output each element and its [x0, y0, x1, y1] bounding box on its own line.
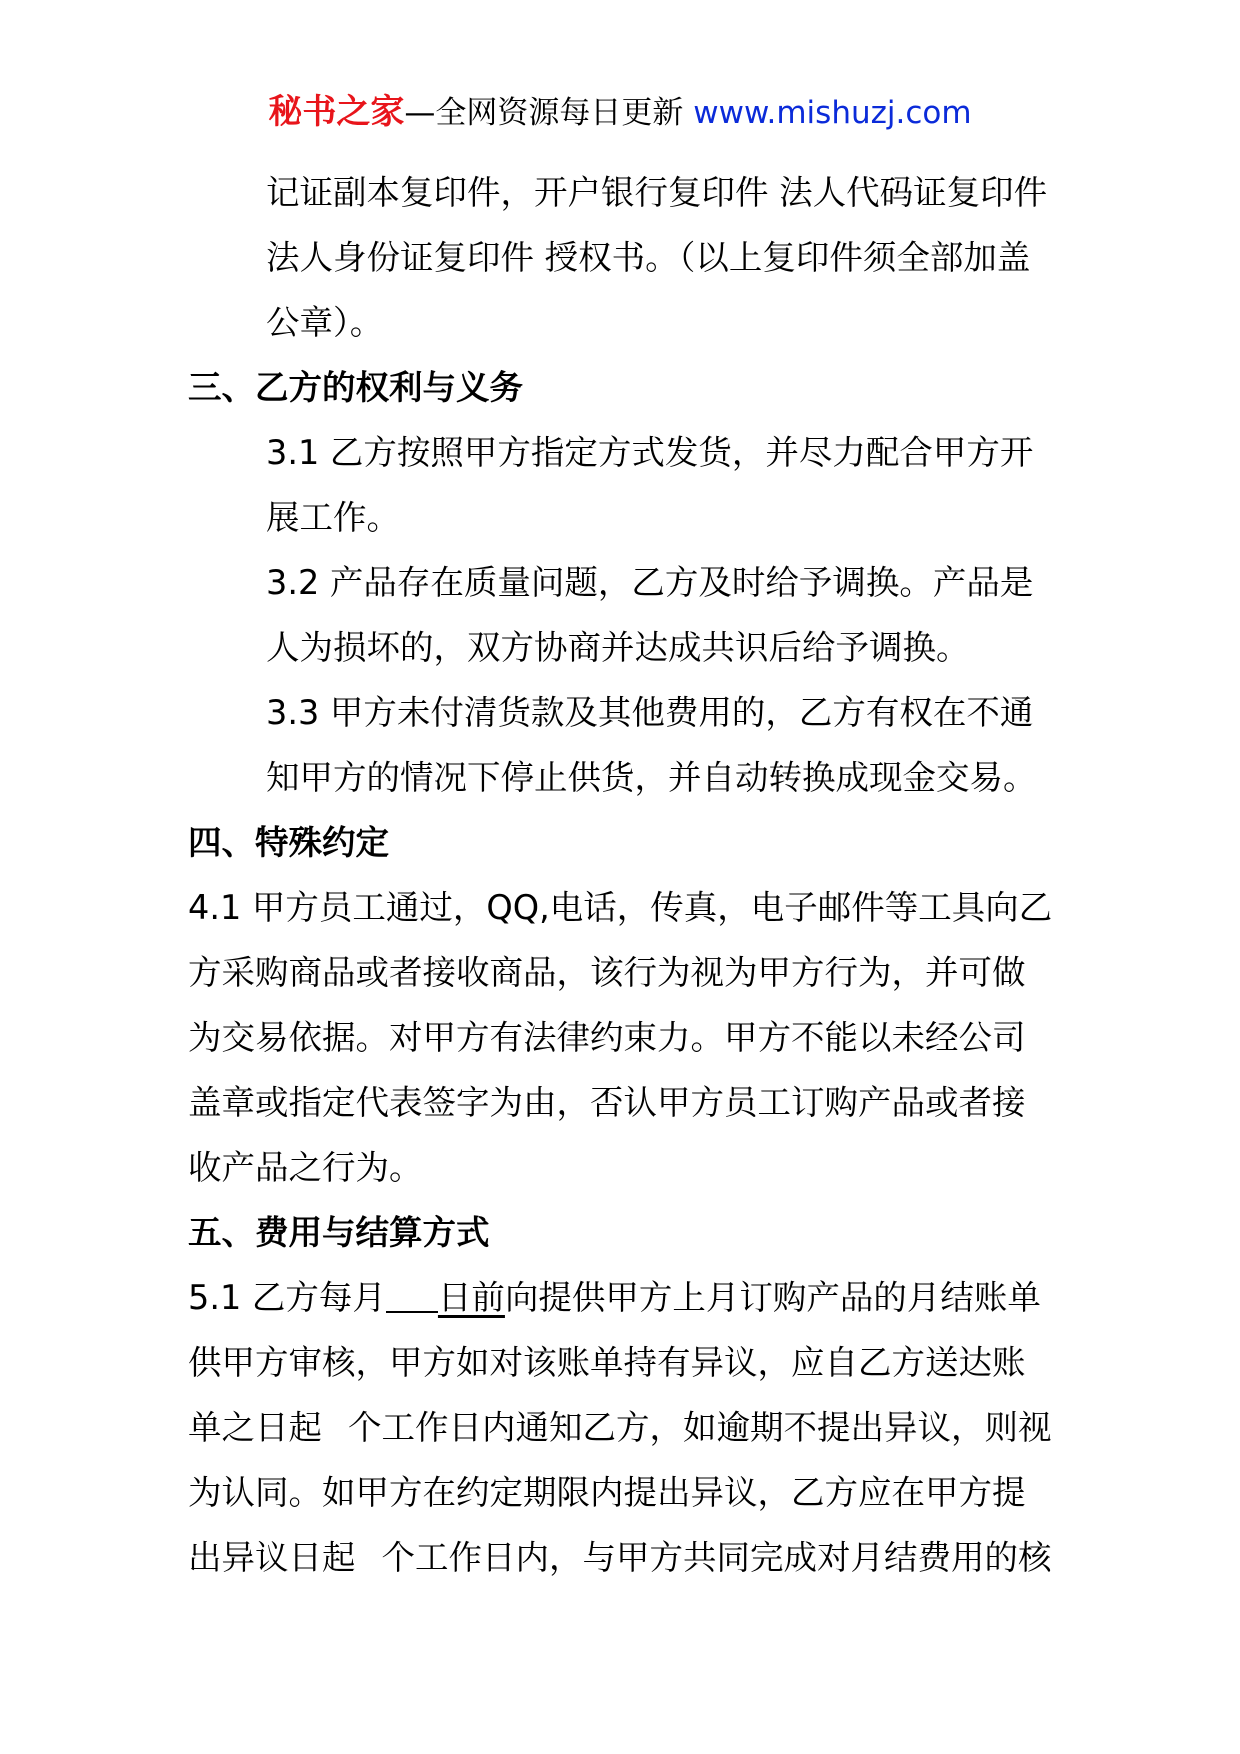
clause-5-1-text: 出异议日起	[188, 1538, 356, 1577]
section-4-heading: 四、特殊约定	[188, 823, 389, 862]
clause-5-1-text: 单之日起	[188, 1408, 322, 1447]
clause-3-2-line: 人为损坏的，双方协商并达成共识后给予调换。	[266, 628, 970, 667]
clause-5-1-line	[188, 1525, 1058, 1590]
document-body	[188, 160, 1058, 1590]
clause-3-1-line: 3.1 乙方按照甲方指定方式发货，并尽力配合甲方开	[266, 433, 1034, 472]
clause-5-1-suffix: 向提供甲方上月订购产品的月结账单	[504, 1278, 1041, 1317]
clause-3-2-line: 3.2 产品存在质量问题，乙方及时给予调换。产品是	[266, 563, 1034, 602]
brand-name: 秘书之家	[268, 92, 405, 132]
clause-5-1-line	[188, 1265, 1058, 1330]
clause-5-1-underlined: 日前	[437, 1278, 505, 1317]
section-5-heading: 五、费用与结算方式	[188, 1213, 490, 1252]
header-slogan: —全网资源每日更新	[404, 95, 694, 131]
clause-5-1-line: 为认同。如甲方在约定期限内提出异议，乙方应在甲方提	[188, 1473, 1026, 1512]
clause-5-1-text: 个工作日内通知乙方，如逾期不提出异议，则视	[348, 1408, 1052, 1447]
clause-5-1-prefix: 5.1 乙方每月	[188, 1278, 386, 1317]
page-header	[0, 92, 1240, 133]
clause-4-1-line: 收产品之行为。	[188, 1148, 423, 1187]
clause-5-1-line: 供甲方审核，甲方如对该账单持有异议，应自乙方送达账	[188, 1343, 1026, 1382]
clause-3-3-line: 3.3 甲方未付清货款及其他费用的，乙方有权在不通	[266, 693, 1034, 732]
continuation-line: 公章）。	[266, 303, 384, 342]
continuation-line: 法人身份证复印件 授权书。（以上复印件须全部加盖	[266, 238, 1031, 277]
clause-4-1-line: 4.1 甲方员工通过，QQ,电话，传真，电子邮件等工具向乙	[188, 888, 1053, 927]
clause-4-1-line: 盖章或指定代表签字为由，否认甲方员工订购产品或者接	[188, 1083, 1026, 1122]
blank-day-field	[386, 1265, 438, 1313]
clause-3-3-line: 知甲方的情况下停止供货，并自动转换成现金交易。	[266, 758, 1037, 797]
clause-4-1-line: 为交易依据。对甲方有法律约束力。甲方不能以未经公司	[188, 1018, 1026, 1057]
clause-4-1-line: 方采购商品或者接收商品，该行为视为甲方行为，并可做	[188, 953, 1026, 992]
site-url-link[interactable]: www.mishuzj.com	[693, 95, 972, 131]
section-3-heading: 三、乙方的权利与义务	[188, 368, 523, 407]
clause-5-1-text: 个工作日内，与甲方共同完成对月结费用的核	[381, 1538, 1052, 1577]
clause-3-1-line: 展工作。	[266, 498, 400, 537]
continuation-line: 记证副本复印件，开户银行复印件 法人代码证复印件	[266, 173, 1048, 212]
clause-5-1-line	[188, 1395, 1058, 1460]
